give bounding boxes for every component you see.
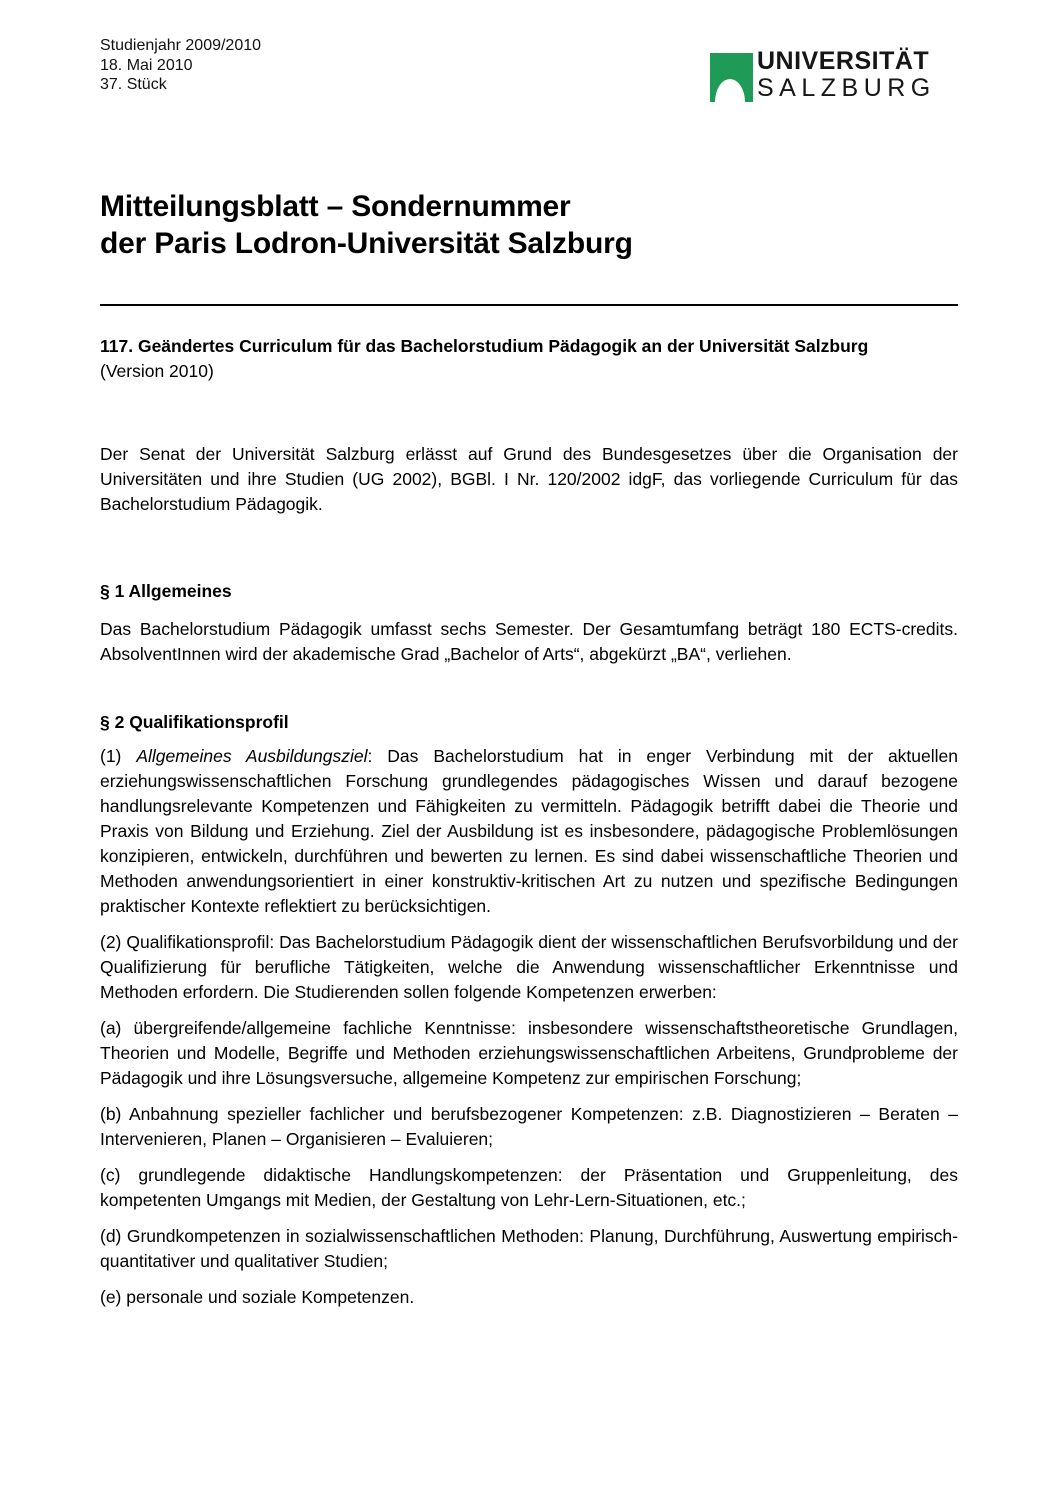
issue-info [100, 36, 261, 95]
issue-studienjahr: Studienjahr 2009/2010 [100, 37, 262, 54]
paragraph-1-body: : Das Bachelorstudium hat in enger Verbindung mit der aktuellen erziehungswissenschaftlichen Forschung grundlegendes pädagogisches Wissen und darauf bezogene handlungsrelevante Kompetenzen und Fähigkeiten zu vermitteln. Pädagogik betrifft dabei die Theorie und Praxis von Bildung und Erziehung. Ziel der Ausbildung ist es insbesondere, pädagogische Problemlösungen konzipieren, entwickeln, durchführen und bewerten zu lernen. Es sind dabei wissenschaftliche Theorien und Methoden anwendungsorientiert in einer konstruktiv-kritischen Art zu nutzen und spezifische Bedingungen praktischer Kontexte reflektiert zu berücksichtigen. [100, 746, 959, 916]
competence-item-c: (c) grundlegende didaktische Handlungskompetenzen: der Präsentation und Gruppenleitung, des kompetenten Umgangs mit Medien, der Gestaltung von Lehr-Lern-Situationen, etc.; [100, 1165, 958, 1210]
logo-wordmark [757, 48, 936, 102]
section-2-heading: § 2 Qualifikationsprofil [100, 712, 289, 732]
competence-item-e: (e) personale und soziale Kompetenzen. [100, 1287, 415, 1307]
section-1-heading: § 1 Allgemeines [100, 581, 232, 601]
article-heading: 117. Geändertes Curriculum für das Bachelorstudium Pädagogik an der Universität Salzburg [100, 336, 869, 356]
page-title-line2: der Paris Lodron-Universität Salzburg [100, 227, 633, 260]
title-divider [100, 304, 958, 306]
section-1-paragraph: Das Bachelorstudium Pädagogik umfasst sechs Semester. Der Gesamtumfang beträgt 180 ECTS-credits. AbsolventInnen wird der akademische Grad „Bachelor of Arts“, abgekürzt „BA“, verliehen. [100, 619, 958, 664]
issue-date: 18. Mai 2010 [100, 56, 193, 74]
paragraph-1-prefix: (1) [100, 746, 137, 766]
competence-item-b: (b) Anbahnung spezieller fachlicher und berufsbezogener Kompetenzen: z.B. Diagnostizieren – Beraten – Intervenieren, Planen – Organisieren – Evaluieren; [100, 1104, 958, 1149]
logo-wordmark-universitaet: UNIVERSITÄT [757, 47, 930, 75]
section-2-paragraph-2: (2) Qualifikationsprofil: Das Bachelorstudium Pädagogik dient der wissenschaftlichen Berufsvorbildung und der Qualifizierung für berufliche Tätigkeiten, welche die Anwendung wissenschaftlicher Erkenntnisse und Methoden erfordern. Die Studierenden sollen folgende Kompetenzen erwerben: [100, 932, 958, 1002]
competence-item-a: (a) übergreifende/allgemeine fachliche Kenntnisse: insbesondere wissenschaftstheoretische Grundlagen, Theorien und Modelle, Begriffe und Methoden erziehungswissenschaftlichen Arbeitens, Grundprobleme der Pädagogik und ihre Lösungsversuche, allgemeine Kompetenz zur empirischen Forschung; [100, 1018, 958, 1088]
university-logo [710, 48, 936, 102]
university-logo-mark-icon [710, 53, 753, 102]
page-title-line1: Mitteilungsblatt – Sondernummer [100, 190, 571, 223]
competence-item-d: (d) Grundkompetenzen in sozialwissenschaftlichen Methoden: Planung, Durchführung, Auswertung empirisch-quantitativer und qualitativer Studien; [100, 1226, 958, 1271]
logo-wordmark-salzburg: SALZBURG [757, 74, 936, 102]
section-2-paragraph-1 [100, 744, 958, 919]
article-version: (Version 2010) [100, 361, 214, 381]
paragraph-1-italic-term: Allgemeines Ausbildungsziel [136, 746, 368, 766]
arch-cutout-icon [715, 79, 745, 102]
issue-number: 37. Stück [100, 76, 167, 93]
intro-paragraph: Der Senat der Universität Salzburg erlässt auf Grund des Bundesgesetzes über die Organisation der Universitäten und ihre Studien (UG 2002), BGBl. I Nr. 120/2002 idgF, das vorliegende Curriculum für das Bachelorstudium Pädagogik. [100, 444, 958, 514]
